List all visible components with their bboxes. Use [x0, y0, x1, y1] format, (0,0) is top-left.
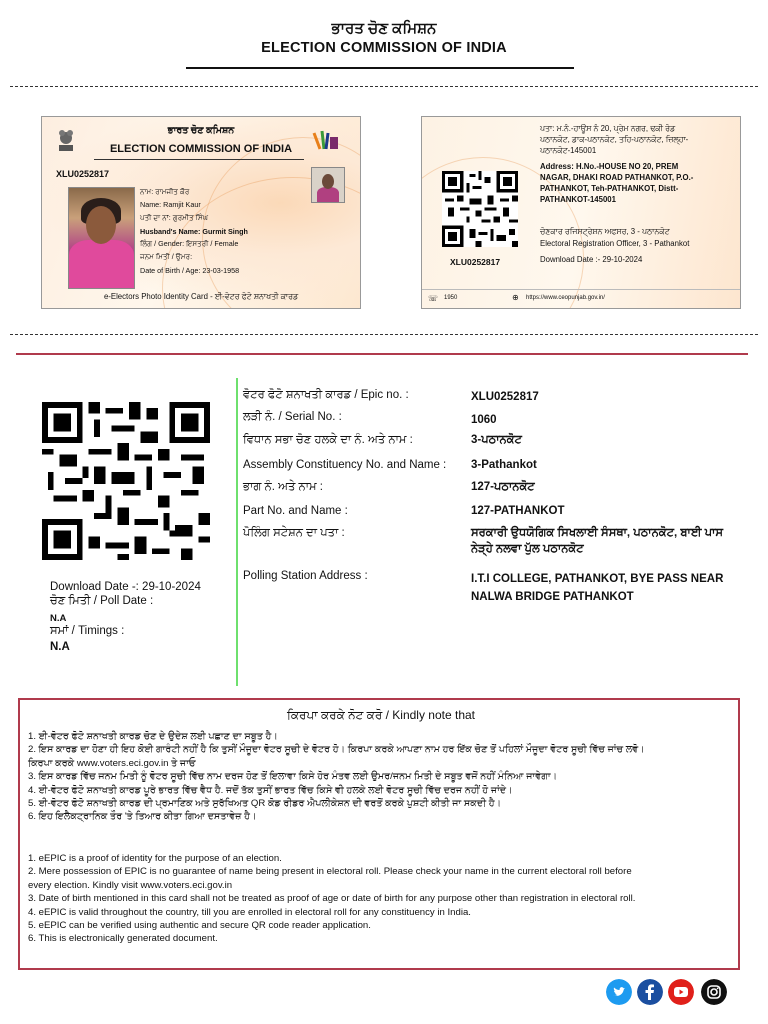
- polling-station-value-punjabi: ਸਰਕਾਰੀ ਉਧਯੋਗਿਕ ਸਿਖਲਾਈ ਸੰਸਥਾ, ਪਠਾਨਕੋਟ, ਬਾਈ ਪਾਸ ਨੇੜ੍ਹੇ ਨਲਵਾ ਪੁੱਲ ਪਠਾਨਕੋਟ: [471, 527, 724, 555]
- part-label-english: Part No. and Name :: [243, 505, 348, 517]
- back-address-punjabi: ਪਤਾ: ਮ.ਨੰ.-ਹਾਊਸ ਨੰ 20, ਪ੍ਰੇਮ ਨਗਰ, ਢਕੀ ਰੋਡ ਪਠਾਨਕੋਟ, ਡਾਕ-ਪਠਾਨਕੋਟ, ਤਹਿ-ਪਠਾਨਕੋਟ, ਜ਼ਿਲ੍ਹਾ- ਪਠਾਨਕੋਟ-145001: [540, 124, 689, 155]
- serial-value: 1060: [471, 414, 497, 426]
- back-address-english: Address: H.No.-HOUSE NO 20, PREM NAGAR, DHAKI ROAD PATHANKOT, P.O.- PATHANKOT, Teh-PATHANKOT, Distt- PATHANKOT-145001: [540, 162, 694, 204]
- epic-qr-code[interactable]: [42, 402, 210, 560]
- note-line: 6. This is electronically generated document.: [28, 933, 218, 945]
- note-line: 2. ਇਸ ਕਾਰਡ ਦਾ ਹੋਣਾ ਹੀ ਇਹ ਕੋਈ ਗਾਰੰਟੀ ਨਹੀਂ ਹੈ ਕਿ ਤੁਸੀਂ ਮੌਜੂਦਾ ਵੋਟਰ ਸੂਚੀ ਦੇ ਵੋਟਰ ਹੋ। ਕਿਰਪਾ ਕਰਕੇ ਆਪਣਾ ਨਾਮ ਹਰ ਇੱਕ ਚੋਣ ਤੋਂ ਪਹਿਲਾਂ ਮੌਜੂਦਾ ਵੋਟਰ ਸੂਚੀ ਵਿੱਚ ਜਾਂਚ ਲਵੋ।: [28, 744, 645, 756]
- phone-icon: ☏: [428, 294, 439, 303]
- serial-label: ਲੜੀ ਨੰ. / Serial No. :: [243, 411, 342, 423]
- header-underline: [186, 67, 574, 69]
- timings-value: N.A: [50, 641, 70, 653]
- card-gender: ਲਿੰਗ / Gender: ਇਸਤਰੀ / Female: [140, 239, 239, 248]
- polling-station-label-punjabi: ਪੋਲਿੰਗ ਸਟੇਸ਼ਨ ਦਾ ਪਤਾ :: [243, 527, 345, 539]
- card-dob-punjabi: ਜਨਮ ਮਿਤੀ / ਉਮਰ:: [140, 252, 193, 261]
- note-line: 6. ਇਹ ਇਲੈਕਟ੍ਰਾਨਿਕ ਤੌਰ 'ਤੇ ਤਿਆਰ ਕੀਤਾ ਗਿਆ ਦਸਤਾਵੇਜ਼ ਹੈ।: [28, 811, 257, 823]
- note-line: 4. ਈ-ਵੋਟਰ ਫੋਟੋ ਸ਼ਨਾਖਤੀ ਕਾਰਡ ਪੂਰੇ ਭਾਰਤ ਵਿੱਚ ਵੈਧ ਹੈ. ਜਦੋਂ ਤੱਕ ਤੁਸੀਂ ਭਾਰਤ ਵਿੱਚ ਕਿਸੇ ਵੀ ਹਲਕੇ ਲਈ ਵੋਟਰ ਸੂਚੀ ਵਿੱਚ ਦਰਜ ਨਹੀਂ ਹੋ ਜਾਂਦੇ।: [28, 784, 513, 796]
- note-line: 1. eEPIC is a proof of identity for the purpose of an election.: [28, 853, 282, 864]
- card-husband-punjabi: ਪਤੀ ਦਾ ਨਾਂ: ਗੁਰਮੀਤ ਸਿੰਘ: [140, 213, 209, 222]
- cut-line-top: [10, 86, 758, 87]
- back-footer: [422, 289, 740, 309]
- download-date: Download Date -: 29-10-2024: [50, 581, 201, 593]
- poll-date-value: N.A: [50, 613, 67, 624]
- card-title-underline: [94, 159, 304, 160]
- polling-station-value-english: I.T.I COLLEGE, PATHANKOT, BYE PASS NEAR NALWA BRIDGE PATHANKOT: [471, 573, 724, 603]
- card-footer: e-Electors Photo Identity Card - ਈ-ਵੋਟਰ ਫੋਟੋ ਸ਼ਨਾਖਤੀ ਕਾਰਡ: [103, 292, 299, 301]
- note-line: ਕਿਰਪਾ ਕਰਕੇ www.voters.eci.gov.in ਤੇ ਜਾਓ: [28, 757, 196, 769]
- polling-station-label-english: Polling Station Address :: [243, 570, 368, 582]
- header-title-english: ELECTION COMMISSION OF INDIA: [261, 40, 507, 56]
- notes-punjabi: [28, 730, 734, 824]
- part-label-punjabi: ਭਾਗ ਨੰ. ਅਤੇ ਨਾਮ :: [243, 481, 323, 493]
- note-line: 3. ਇਸ ਕਾਰਡ ਵਿੱਚ ਜਨਮ ਮਿਤੀ ਨੂੰ ਵੋਟਰ ਸੂਚੀ ਵਿੱਚ ਨਾਮ ਦਰਜ ਹੋਣ ਤੋਂ ਇਲਾਵਾ ਕਿਸੇ ਹੋਰ ਮੰਤਵ ਲਈ ਉਮਰ/ਜਨਮ ਮਿਤੀ ਦੇ ਸਬੂਤ ਵਜੋਂ ਨਹੀਂ ਮੰਨਿਆ ਜਾਵੇਗਾ।: [28, 771, 558, 783]
- eci-logo-icon: [310, 129, 340, 155]
- green-divider: [236, 378, 238, 686]
- card-qr-code[interactable]: [442, 171, 518, 247]
- notes-title: ਕਿਰਪਾ ਕਰਕੇ ਨੋਟ ਕਰੋ / Kindly note that: [286, 708, 475, 722]
- section-divider: [16, 353, 748, 355]
- notes-box: [18, 698, 740, 970]
- voter-thumbnail-photo: [311, 167, 345, 203]
- facebook-icon[interactable]: [637, 979, 663, 1005]
- back-ero-english: Electoral Registration Officer, 3 - Pathankot: [540, 239, 690, 248]
- card-epic-number: XLU0252817: [56, 169, 110, 179]
- epic-card-back: [421, 116, 741, 309]
- back-download-date: Download Date :- 29-10-2024: [540, 255, 643, 264]
- note-line: 1. ਈ-ਵੋਟਰ ਫੋਟੋ ਸ਼ਨਾਖਤੀ ਕਾਰਡ ਚੋਣ ਦੇ ਉਦੇਸ਼ ਲਈ ਪਛਾਣ ਦਾ ਸਬੂਤ ਹੈ।: [28, 731, 278, 742]
- epic-label: ਵੋਟਰ ਫੋਟੋ ਸ਼ਨਾਖਤੀ ਕਾਰਡ / Epic no. :: [243, 389, 409, 401]
- youtube-icon[interactable]: [668, 979, 694, 1005]
- part-value-punjabi: 127-ਪਠਾਨਕੋਟ: [471, 481, 535, 493]
- back-ero-punjabi: ਚੋਣਕਾਰ ਰਜਿਸਟ੍ਰੇਸ਼ਨ ਅਫਸਰ, 3 - ਪਠਾਨਕੋਟ: [540, 227, 670, 236]
- card-husband-english: Husband's Name: Gurmit Singh: [140, 227, 248, 236]
- back-epic-number: XLU0252817: [450, 257, 501, 267]
- assembly-value-english: 3-Pathankot: [471, 459, 537, 471]
- card-dob-english: Date of Birth / Age: 23-03-1958: [140, 266, 240, 275]
- card-title-punjabi: ਭਾਰਤ ਚੋਣ ਕਮਿਸ਼ਨ: [167, 125, 235, 136]
- cut-line-bottom: [10, 334, 758, 335]
- poll-date-label: ਚੋਣ ਮਿਤੀ / Poll Date :: [50, 595, 154, 607]
- assembly-label-english: Assembly Constituency No. and Name :: [243, 459, 447, 471]
- website-link[interactable]: https://www.ceopunjab.gov.in/: [526, 295, 605, 301]
- card-name-english: Name: Ramjit Kaur: [140, 200, 201, 209]
- assembly-value-punjabi: 3-ਪਠਾਨਕੋਟ: [471, 434, 522, 446]
- epic-value: XLU0252817: [471, 391, 539, 403]
- helpline-number: 1950: [444, 295, 458, 301]
- part-value-english: 127-PATHANKOT: [471, 505, 565, 517]
- notes-english: [28, 852, 734, 946]
- note-line: 5. ਈ-ਵੋਟਰ ਫੋਟੋ ਸ਼ਨਾਖਤੀ ਕਾਰਡ ਦੀ ਪ੍ਰਮਾਣਿਕ ਅਤੇ ਸੁਰੱਖਿਅਤ QR ਕੋਡ ਰੀਡਰ ਐਪਲੀਕੇਸ਼ਨ ਦੀ ਵਰਤੋਂ ਕਰਕੇ ਪੁਸ਼ਟੀ ਕੀਤੀ ਜਾ ਸਕਦੀ ਹੈ।: [28, 798, 502, 810]
- timings-label: ਸਮਾਂ / Timings :: [50, 625, 125, 637]
- card-title-english: ELECTION COMMISSION OF INDIA: [109, 143, 293, 155]
- epic-card-front: [41, 116, 361, 309]
- twitter-icon[interactable]: [606, 979, 632, 1005]
- voter-photo: [68, 187, 135, 289]
- note-line: 3. Date of birth mentioned in this card shall not be treated as proof of age or date of birth for any purpose other than registration in electoral roll.: [28, 893, 636, 905]
- instagram-icon[interactable]: [701, 979, 727, 1005]
- note-line: 2. Mere possession of EPIC is no guarantee of name being present in electoral roll. Please check your name in the current electoral roll before: [28, 866, 632, 878]
- assembly-label-punjabi: ਵਿਧਾਨ ਸਭਾ ਚੋਣ ਹਲਕੇ ਦਾ ਨੰ. ਅਤੇ ਨਾਮ :: [243, 434, 413, 446]
- note-line: 4. eEPIC is valid throughout the country, till you are enrolled in electoral roll for any constituency in India.: [28, 906, 471, 918]
- header-title-punjabi: ਭਾਰਤ ਚੋਣ ਕਮਿਸ਼ਨ: [331, 20, 437, 37]
- globe-icon: ⊕: [512, 293, 519, 302]
- note-line: every election. Kindly visit www.voters.eci.gov.in: [28, 879, 233, 891]
- note-line: 5. eEPIC can be verified using authentic and secure QR code reader application.: [28, 920, 371, 932]
- card-name-punjabi: ਨਾਮ: ਰਾਮਜੀਤ ਕੌਰ: [140, 187, 190, 196]
